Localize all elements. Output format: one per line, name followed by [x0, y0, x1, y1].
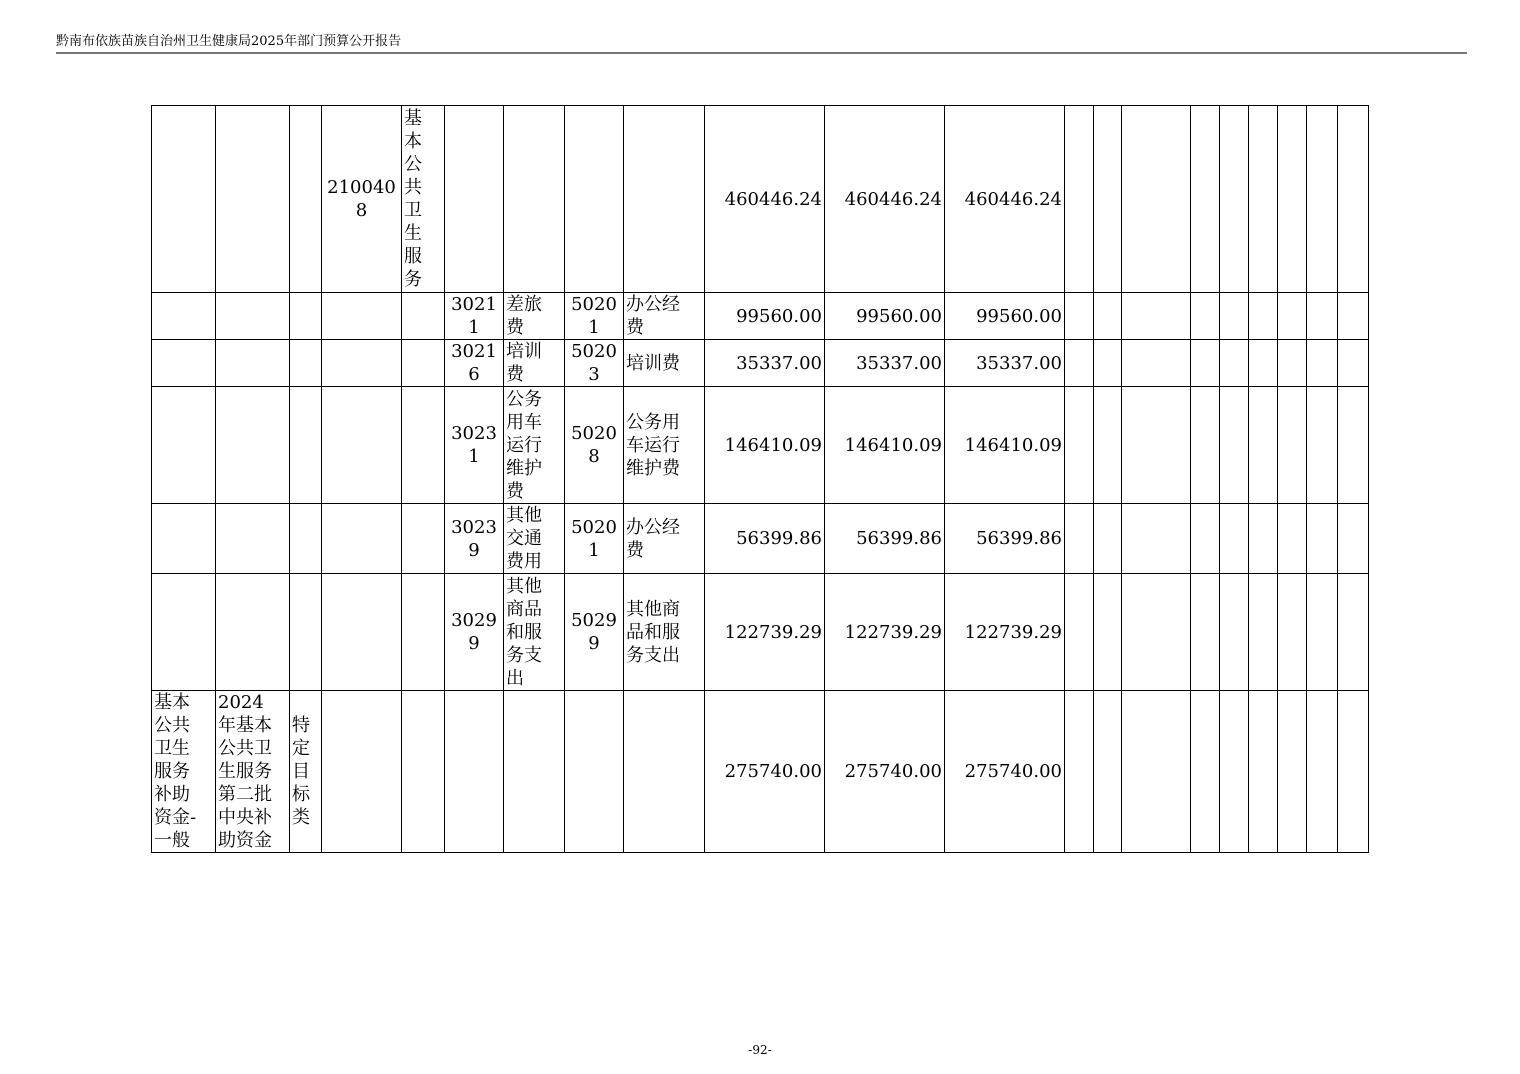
empty-amount-cell: [1122, 340, 1191, 387]
empty-amount-cell: [1220, 293, 1249, 340]
empty-amount-cell: [1278, 387, 1307, 504]
empty-amount-cell: [1249, 691, 1278, 853]
economic-name-cell: [504, 106, 565, 293]
economic-name-cell-line: 运行: [506, 434, 542, 456]
empty-amount-cell: [1122, 106, 1191, 293]
empty-amount-cell: [1220, 387, 1249, 504]
project-name-cell: [216, 387, 290, 504]
fund-name-cell: [152, 106, 216, 293]
empty-amount-cell: [1278, 691, 1307, 853]
project-type-cell-line: 类: [292, 807, 310, 828]
project-type-cell: [290, 387, 322, 504]
gov-economic-name-cell: [624, 504, 705, 574]
function-code-cell: [322, 293, 402, 340]
budget-table: [151, 105, 1369, 853]
economic-name-cell-line: 费: [506, 480, 524, 502]
gov-economic-name-cell: [624, 106, 705, 293]
table-row: [152, 387, 1369, 504]
empty-amount-cell: [1220, 691, 1249, 853]
empty-amount-cell: [1094, 106, 1122, 293]
economic-code-cell: [445, 691, 504, 853]
table-row: [152, 574, 1369, 691]
gov-economic-name-cell-line: 费: [626, 539, 644, 561]
economic-code-cell: 30231: [445, 387, 504, 504]
empty-amount-cell: [1249, 504, 1278, 574]
function-name-cell-line: 共: [404, 177, 422, 198]
economic-name-cell-line: 用车: [506, 411, 542, 433]
fund-name-cell: [152, 574, 216, 691]
empty-amount-cell: [1278, 574, 1307, 691]
amount-total-cell: 146410.09: [705, 387, 825, 504]
economic-name-cell-line: 务支: [506, 644, 542, 666]
gov-economic-name-cell-line: 培训费: [626, 352, 680, 374]
empty-amount-cell: [1338, 574, 1369, 691]
empty-amount-cell: [1278, 340, 1307, 387]
amount-subtotal-cell: 122739.29: [825, 574, 945, 691]
empty-amount-cell: [1065, 106, 1094, 293]
function-name-cell: [402, 106, 445, 293]
empty-amount-cell: [1122, 504, 1191, 574]
economic-name-cell: [504, 504, 565, 574]
empty-amount-cell: [1065, 387, 1094, 504]
project-name-cell-line: 生服务: [218, 761, 272, 782]
amount-subtotal-cell: 460446.24: [825, 106, 945, 293]
economic-name-cell-line: 其他: [506, 505, 542, 526]
gov-economic-code-cell: 50201: [565, 504, 624, 574]
fund-name-cell: [152, 387, 216, 504]
amount-general-cell: 35337.00: [945, 340, 1065, 387]
amount-total-cell: 35337.00: [705, 340, 825, 387]
project-name-cell-line: 第二批: [218, 784, 272, 805]
table-row: [152, 106, 1369, 293]
gov-economic-name-cell-line: 品和服: [626, 621, 680, 643]
amount-general-cell: 146410.09: [945, 387, 1065, 504]
empty-amount-cell: [1278, 504, 1307, 574]
amount-subtotal-cell: 275740.00: [825, 691, 945, 853]
empty-amount-cell: [1191, 387, 1220, 504]
amount-subtotal-cell: 146410.09: [825, 387, 945, 504]
page-number: -92-: [748, 1043, 772, 1057]
empty-amount-cell: [1307, 691, 1338, 853]
gov-economic-name-cell: [624, 574, 705, 691]
table-row: [152, 293, 1369, 340]
fund-name-cell-line: 一般: [154, 830, 190, 851]
project-name-cell-line: 助资金: [218, 830, 272, 851]
empty-amount-cell: [1122, 691, 1191, 853]
project-name-cell-line: 中央补: [218, 807, 272, 828]
empty-amount-cell: [1307, 293, 1338, 340]
project-name-cell: [216, 504, 290, 574]
empty-amount-cell: [1307, 387, 1338, 504]
economic-name-cell: [504, 387, 565, 504]
project-name-cell: [216, 574, 290, 691]
gov-economic-code-cell: 50299: [565, 574, 624, 691]
function-code-cell: [322, 691, 402, 853]
gov-economic-name-cell-line: 公务用: [626, 411, 680, 433]
amount-general-cell: 275740.00: [945, 691, 1065, 853]
project-name-cell: [216, 340, 290, 387]
empty-amount-cell: [1191, 340, 1220, 387]
empty-amount-cell: [1065, 340, 1094, 387]
project-name-cell-line: 年基本: [218, 715, 272, 736]
project-name-cell: [216, 691, 290, 853]
amount-total-cell: 56399.86: [705, 504, 825, 574]
economic-name-cell-line: 培训: [506, 341, 542, 362]
fund-name-cell-line: 补助: [154, 784, 190, 805]
fund-name-cell-line: 卫生: [154, 738, 190, 759]
empty-amount-cell: [1191, 504, 1220, 574]
function-name-cell: [402, 691, 445, 853]
gov-economic-code-cell: 50208: [565, 387, 624, 504]
empty-amount-cell: [1249, 387, 1278, 504]
empty-amount-cell: [1278, 293, 1307, 340]
empty-amount-cell: [1307, 574, 1338, 691]
economic-name-cell-line: 差旅: [506, 294, 542, 315]
gov-economic-name-cell: [624, 691, 705, 853]
gov-economic-name-cell-line: 务支出: [626, 644, 680, 666]
economic-name-cell: [504, 293, 565, 340]
fund-name-cell-line: 基本: [154, 692, 190, 713]
function-name-cell: [402, 574, 445, 691]
empty-amount-cell: [1307, 504, 1338, 574]
empty-amount-cell: [1065, 574, 1094, 691]
amount-general-cell: 99560.00: [945, 293, 1065, 340]
gov-economic-code-cell: [565, 691, 624, 853]
empty-amount-cell: [1191, 293, 1220, 340]
project-name-cell-line: 2024: [218, 692, 264, 713]
fund-name-cell-line: 资金-: [154, 807, 197, 828]
function-name-cell-line: 基: [404, 108, 422, 129]
economic-name-cell-line: 出: [506, 667, 524, 689]
function-name-cell: [402, 504, 445, 574]
empty-amount-cell: [1065, 691, 1094, 853]
empty-amount-cell: [1249, 106, 1278, 293]
project-type-cell-line: 特: [292, 715, 310, 736]
table-row: [152, 691, 1369, 853]
table-row: [152, 504, 1369, 574]
amount-total-cell: 122739.29: [705, 574, 825, 691]
empty-amount-cell: [1122, 293, 1191, 340]
empty-amount-cell: [1191, 574, 1220, 691]
project-type-cell: [290, 293, 322, 340]
function-code-cell: 2100408: [322, 106, 402, 293]
amount-subtotal-cell: 99560.00: [825, 293, 945, 340]
empty-amount-cell: [1307, 340, 1338, 387]
amount-general-cell: 122739.29: [945, 574, 1065, 691]
function-name-cell: [402, 340, 445, 387]
empty-amount-cell: [1220, 106, 1249, 293]
empty-amount-cell: [1278, 106, 1307, 293]
empty-amount-cell: [1338, 293, 1369, 340]
economic-code-cell: 30299: [445, 574, 504, 691]
economic-name-cell-line: 交通: [506, 528, 542, 549]
function-name-cell: [402, 293, 445, 340]
function-code-cell: [322, 574, 402, 691]
empty-amount-cell: [1338, 504, 1369, 574]
empty-amount-cell: [1122, 574, 1191, 691]
fund-name-cell-line: 服务: [154, 761, 190, 782]
empty-amount-cell: [1094, 293, 1122, 340]
economic-name-cell-line: 公务: [506, 388, 542, 410]
economic-name-cell: [504, 574, 565, 691]
gov-economic-code-cell: 50203: [565, 340, 624, 387]
empty-amount-cell: [1094, 691, 1122, 853]
economic-name-cell-line: 费: [506, 317, 524, 338]
empty-amount-cell: [1249, 340, 1278, 387]
function-code-cell: [322, 387, 402, 504]
project-type-cell-line: 目: [292, 761, 310, 782]
project-name-cell: [216, 106, 290, 293]
fund-name-cell: [152, 504, 216, 574]
amount-total-cell: 99560.00: [705, 293, 825, 340]
gov-economic-name-cell: [624, 293, 705, 340]
report-header-title: 黔南布依族苗族自治州卫生健康局2025年部门预算公开报告: [56, 34, 402, 49]
project-type-cell: [290, 340, 322, 387]
function-code-cell: [322, 340, 402, 387]
project-type-cell: [290, 691, 322, 853]
empty-amount-cell: [1065, 293, 1094, 340]
function-name-cell-line: 服: [404, 246, 422, 267]
gov-economic-name-cell-line: 办公经: [626, 516, 680, 538]
function-name-cell-line: 本: [404, 131, 422, 152]
gov-economic-name-cell: [624, 340, 705, 387]
economic-name-cell-line: 商品: [506, 598, 542, 620]
amount-general-cell: 460446.24: [945, 106, 1065, 293]
project-name-cell-line: 公共卫: [218, 738, 272, 759]
empty-amount-cell: [1220, 574, 1249, 691]
economic-name-cell-line: 其他: [506, 575, 542, 597]
gov-economic-code-cell: 50201: [565, 293, 624, 340]
economic-name-cell-line: 费: [506, 364, 524, 385]
function-name-cell-line: 卫: [404, 200, 422, 221]
empty-amount-cell: [1220, 504, 1249, 574]
empty-amount-cell: [1338, 387, 1369, 504]
gov-economic-code-cell: [565, 106, 624, 293]
amount-general-cell: 56399.86: [945, 504, 1065, 574]
empty-amount-cell: [1094, 574, 1122, 691]
amount-total-cell: 275740.00: [705, 691, 825, 853]
empty-amount-cell: [1191, 106, 1220, 293]
empty-amount-cell: [1094, 504, 1122, 574]
amount-total-cell: 460446.24: [705, 106, 825, 293]
project-type-cell: [290, 106, 322, 293]
empty-amount-cell: [1065, 504, 1094, 574]
function-name-cell: [402, 387, 445, 504]
function-name-cell-line: 公: [404, 154, 422, 175]
economic-name-cell-line: 和服: [506, 621, 542, 643]
gov-economic-name-cell-line: 维护费: [626, 457, 680, 479]
economic-code-cell: 30239: [445, 504, 504, 574]
gov-economic-name-cell-line: 费: [626, 317, 644, 338]
gov-economic-name-cell: [624, 387, 705, 504]
economic-code-cell: 30211: [445, 293, 504, 340]
gov-economic-name-cell-line: 办公经: [626, 294, 680, 315]
project-type-cell: [290, 504, 322, 574]
project-type-cell: [290, 574, 322, 691]
header-divider: [56, 52, 1467, 54]
amount-subtotal-cell: 35337.00: [825, 340, 945, 387]
gov-economic-name-cell-line: 车运行: [626, 434, 680, 456]
project-type-cell-line: 定: [292, 738, 310, 759]
budget-table-body: [152, 106, 1369, 853]
economic-name-cell: [504, 340, 565, 387]
empty-amount-cell: [1338, 691, 1369, 853]
project-name-cell: [216, 293, 290, 340]
function-name-cell-line: 生: [404, 223, 422, 244]
empty-amount-cell: [1122, 387, 1191, 504]
amount-subtotal-cell: 56399.86: [825, 504, 945, 574]
empty-amount-cell: [1338, 340, 1369, 387]
empty-amount-cell: [1249, 574, 1278, 691]
fund-name-cell-line: 公共: [154, 715, 190, 736]
empty-amount-cell: [1094, 340, 1122, 387]
fund-name-cell: [152, 340, 216, 387]
economic-code-cell: 30216: [445, 340, 504, 387]
empty-amount-cell: [1094, 387, 1122, 504]
function-name-cell-line: 务: [404, 269, 422, 290]
empty-amount-cell: [1220, 340, 1249, 387]
economic-name-cell: [504, 691, 565, 853]
economic-name-cell-line: 费用: [506, 551, 542, 572]
economic-name-cell-line: 维护: [506, 457, 542, 479]
table-row: [152, 340, 1369, 387]
economic-code-cell: [445, 106, 504, 293]
fund-name-cell: [152, 691, 216, 853]
gov-economic-name-cell-line: 其他商: [626, 598, 680, 620]
empty-amount-cell: [1191, 691, 1220, 853]
project-type-cell-line: 标: [292, 784, 310, 805]
function-code-cell: [322, 504, 402, 574]
empty-amount-cell: [1307, 106, 1338, 293]
empty-amount-cell: [1338, 106, 1369, 293]
fund-name-cell: [152, 293, 216, 340]
empty-amount-cell: [1249, 293, 1278, 340]
